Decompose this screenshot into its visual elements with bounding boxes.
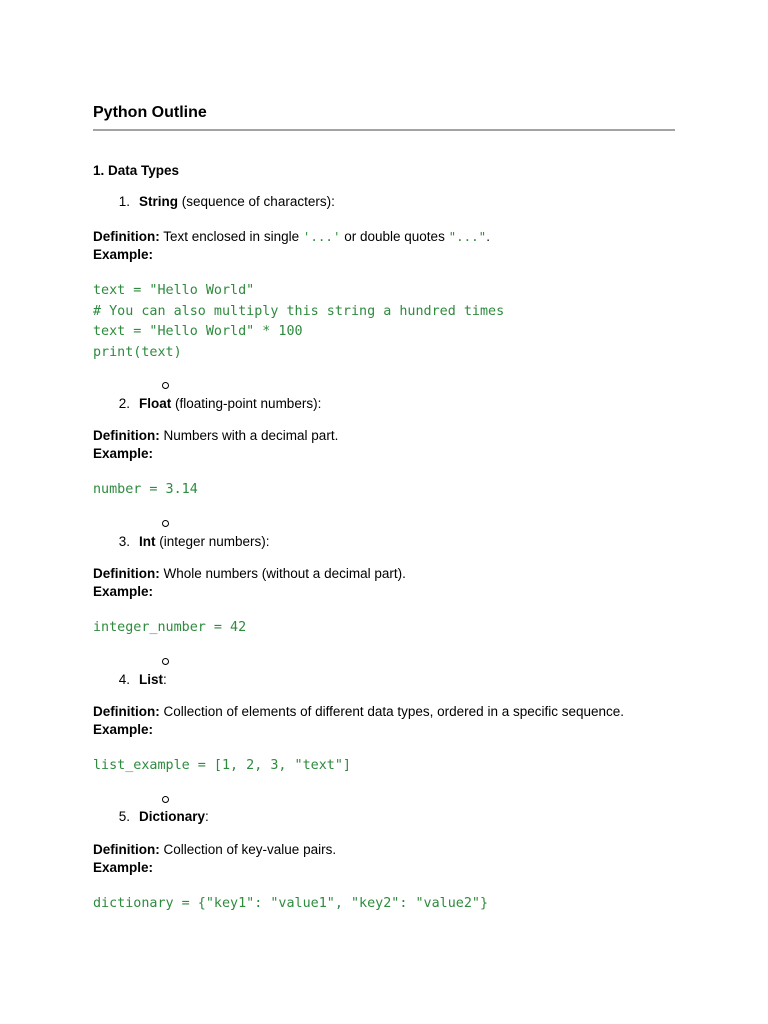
code-line: text = "Hello World" bbox=[93, 283, 255, 298]
example-label-text: Example: bbox=[93, 860, 154, 875]
code-block-string bbox=[93, 281, 504, 363]
definition-int bbox=[93, 565, 406, 583]
definition-list bbox=[93, 703, 624, 721]
item-suffix: (sequence of characters): bbox=[178, 194, 335, 209]
code-block-list bbox=[93, 756, 351, 777]
code-comment-line: # You can also multiply this string a hundred times bbox=[93, 303, 505, 319]
definition-text: Whole numbers (without a decimal part). bbox=[159, 566, 406, 581]
example-label bbox=[93, 445, 153, 463]
item-suffix: : bbox=[163, 672, 167, 687]
code-block-float bbox=[93, 480, 198, 501]
single-quote-code: '...' bbox=[302, 229, 341, 244]
example-label-text: Example: bbox=[93, 247, 154, 262]
code-block-int bbox=[93, 618, 246, 639]
definition-text: Text enclosed in single bbox=[159, 229, 303, 244]
definition-text-middle: or double quotes bbox=[340, 229, 449, 244]
item-number: 5. bbox=[118, 809, 130, 824]
item-number: 1. bbox=[118, 194, 130, 209]
code-line: print(text) bbox=[93, 344, 182, 360]
definition-text: Collection of elements of different data types, ordered in a specific sequence. bbox=[159, 704, 625, 719]
item-suffix: (integer numbers): bbox=[155, 534, 270, 549]
item-number: 4. bbox=[118, 672, 130, 687]
example-label-text: Example: bbox=[93, 446, 154, 461]
example-label bbox=[93, 246, 153, 264]
definition-float bbox=[93, 427, 338, 445]
item-heading bbox=[139, 395, 321, 413]
example-label-text: Example: bbox=[93, 584, 154, 599]
item-heading bbox=[139, 193, 335, 211]
item-name: List bbox=[139, 672, 164, 687]
item-name: Dictionary bbox=[139, 809, 206, 824]
item-name: String bbox=[139, 194, 178, 209]
hollow-bullet bbox=[162, 796, 169, 803]
item-heading bbox=[139, 808, 209, 826]
definition-label: Definition: bbox=[93, 428, 160, 443]
definition-dictionary bbox=[93, 841, 336, 859]
page-title: Python Outline bbox=[93, 104, 207, 121]
hollow-bullet bbox=[162, 658, 169, 665]
definition-text-end: . bbox=[486, 229, 490, 244]
item-suffix: : bbox=[205, 809, 209, 824]
example-label bbox=[93, 583, 153, 601]
definition-text: Numbers with a decimal part. bbox=[159, 428, 339, 443]
definition-label: Definition: bbox=[93, 229, 160, 244]
example-label-text: Example: bbox=[93, 722, 154, 737]
example-label bbox=[93, 721, 153, 739]
hollow-bullet bbox=[162, 382, 169, 389]
definition-string bbox=[93, 228, 490, 246]
item-heading bbox=[139, 671, 167, 689]
code-line: integer_number = 42 bbox=[93, 620, 247, 635]
item-suffix: (floating-point numbers): bbox=[171, 396, 322, 411]
item-name: Int bbox=[139, 534, 156, 549]
item-name: Float bbox=[139, 396, 172, 411]
hollow-bullet bbox=[162, 520, 169, 527]
example-label bbox=[93, 859, 153, 877]
item-number: 2. bbox=[118, 396, 130, 411]
code-line: list_example = [1, 2, 3, "text"] bbox=[93, 758, 351, 773]
double-quote-code: "..." bbox=[448, 229, 487, 244]
definition-label: Definition: bbox=[93, 566, 160, 581]
definition-label: Definition: bbox=[93, 842, 160, 857]
code-line: dictionary = {"key1": "value1", "key2": "value2"} bbox=[93, 896, 489, 911]
definition-text: Collection of key-value pairs. bbox=[159, 842, 337, 857]
code-block-dictionary bbox=[93, 894, 488, 915]
code-line: number = 3.14 bbox=[93, 482, 198, 497]
item-number: 3. bbox=[118, 534, 130, 549]
title-divider bbox=[93, 129, 675, 131]
item-heading bbox=[139, 533, 270, 551]
definition-label: Definition: bbox=[93, 704, 160, 719]
section-heading: 1. Data Types bbox=[93, 163, 180, 178]
code-line: text = "Hello World" * 100 bbox=[93, 324, 303, 339]
